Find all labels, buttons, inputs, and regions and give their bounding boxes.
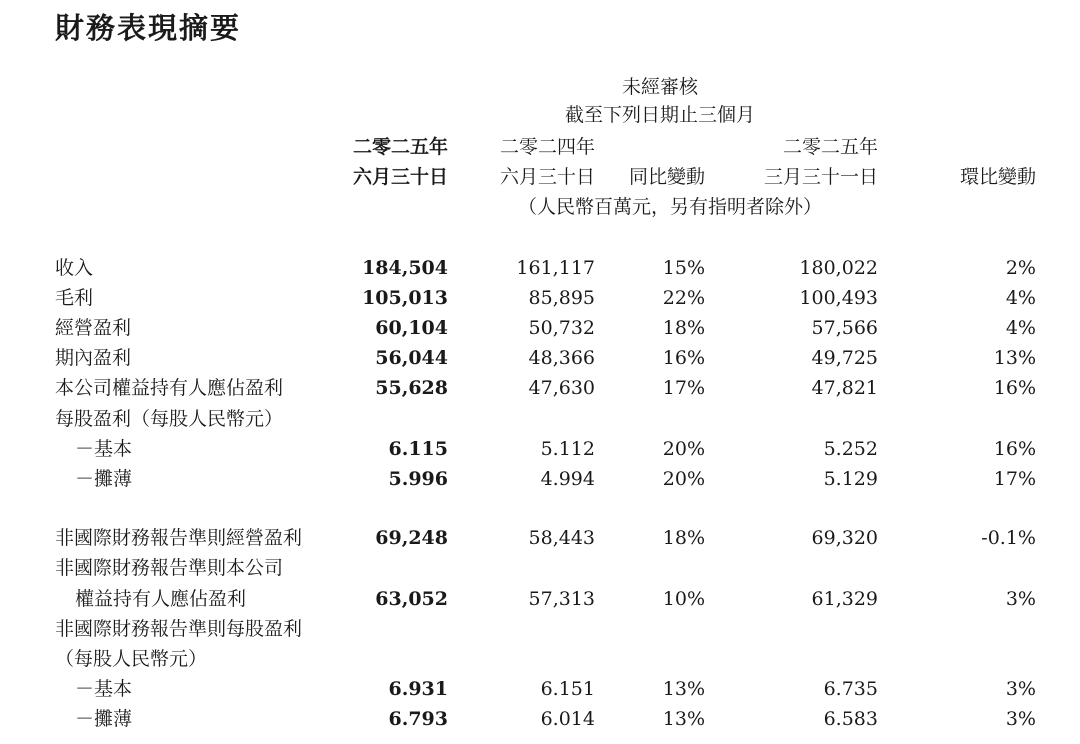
col5-header: 環比變動: [959, 166, 1036, 188]
cell-col4: 69,320: [811, 527, 878, 549]
cell-col2: 161,117: [516, 257, 595, 279]
cell-col5: 3%: [1005, 678, 1036, 700]
col1-header-line2: 六月三十日: [352, 166, 448, 188]
row-label: 非國際財務報告準則經營盈利: [55, 527, 303, 549]
unit-note: （人民幣百萬元，另有指明者除外）: [517, 196, 822, 218]
table-row: [0, 434, 1080, 464]
row-label: 本公司權益持有人應佔盈利: [55, 377, 284, 399]
cell-col1: 5.996: [388, 468, 448, 490]
cell-col3: 17%: [662, 377, 705, 399]
cell-col3: 13%: [662, 678, 705, 700]
row-label: 非國際財務報告準則每股盈利: [55, 618, 303, 640]
cell-col3: 20%: [662, 438, 705, 460]
cell-col4: 180,022: [799, 257, 878, 279]
cell-col1: 105,013: [362, 287, 448, 309]
cell-col3: 22%: [662, 287, 705, 309]
cell-col1: 63,052: [375, 588, 448, 610]
cell-col5: 4%: [1005, 317, 1036, 339]
col2-header-line2: 六月三十日: [499, 166, 595, 188]
cell-col4: 5.129: [823, 468, 878, 490]
period-label: 截至下列日期止三個月: [564, 104, 755, 126]
row-label: 權益持有人應佔盈利: [75, 588, 247, 610]
cell-col2: 50,732: [528, 317, 595, 339]
row-label: 每股盈利（每股人民幣元）: [55, 408, 284, 430]
cell-col2: 4.994: [540, 468, 595, 490]
col1-header-line1: 二零二五年: [352, 136, 448, 158]
cell-col2: 85,895: [528, 287, 595, 309]
col4-header-line2: 三月三十一日: [763, 166, 878, 188]
table-row: [0, 553, 1080, 583]
cell-col1: 56,044: [375, 347, 448, 369]
cell-col3: 15%: [662, 257, 705, 279]
cell-col4: 57,566: [811, 317, 878, 339]
row-label: －攤薄: [75, 468, 133, 490]
cell-col5: -0.1%: [981, 527, 1036, 549]
cell-col2: 47,630: [528, 377, 595, 399]
cell-col1: 6.793: [388, 708, 448, 730]
cell-col3: 20%: [662, 468, 705, 490]
table-row: [0, 523, 1080, 553]
row-label: 非國際財務報告準則本公司: [55, 557, 284, 579]
col4-header-line1: 二零二五年: [782, 136, 878, 158]
cell-col4: 6.583: [823, 708, 878, 730]
cell-col5: 16%: [993, 377, 1036, 399]
cell-col4: 47,821: [811, 377, 878, 399]
row-label: －攤薄: [75, 708, 133, 730]
cell-col4: 100,493: [799, 287, 878, 309]
cell-col1: 60,104: [375, 317, 448, 339]
cell-col2: 6.014: [540, 708, 595, 730]
cell-col4: 49,725: [811, 347, 878, 369]
cell-col2: 57,313: [528, 588, 595, 610]
cell-col1: 184,504: [362, 257, 448, 279]
cell-col2: 48,366: [528, 347, 595, 369]
table-row: [0, 674, 1080, 704]
cell-col5: 16%: [993, 438, 1036, 460]
table-row: [0, 704, 1080, 734]
cell-col1: 6.931: [388, 678, 448, 700]
cell-col1: 69,248: [375, 527, 448, 549]
cell-col5: 3%: [1005, 588, 1036, 610]
cell-col5: 3%: [1005, 708, 1036, 730]
cell-col4: 5.252: [823, 438, 878, 460]
page-title: 財務表現摘要: [55, 11, 242, 45]
cell-col5: 17%: [993, 468, 1036, 490]
unaudited-label: 未經審核: [621, 76, 698, 98]
table-row: [0, 614, 1080, 644]
table-row: [0, 253, 1080, 283]
cell-col2: 6.151: [540, 678, 595, 700]
cell-col3: 10%: [662, 588, 705, 610]
row-label: －基本: [75, 438, 133, 460]
row-label: 經營盈利: [55, 317, 132, 339]
cell-col5: 4%: [1005, 287, 1036, 309]
col3-header: 同比變動: [628, 166, 705, 188]
cell-col1: 6.115: [388, 438, 448, 460]
row-label: －基本: [75, 678, 133, 700]
table-row: [0, 313, 1080, 343]
cell-col3: 18%: [662, 527, 705, 549]
cell-col3: 13%: [662, 708, 705, 730]
col2-header-line1: 二零二四年: [499, 136, 595, 158]
table-row: [0, 404, 1080, 434]
cell-col5: 2%: [1005, 257, 1036, 279]
cell-col3: 16%: [662, 347, 705, 369]
row-label: 毛利: [55, 287, 94, 309]
table-row: [0, 584, 1080, 614]
cell-col4: 6.735: [823, 678, 878, 700]
cell-col2: 58,443: [528, 527, 595, 549]
table-row: [0, 644, 1080, 674]
cell-col3: 18%: [662, 317, 705, 339]
table-row: [0, 464, 1080, 494]
row-label: （每股人民幣元）: [55, 648, 208, 670]
cell-col5: 13%: [993, 347, 1036, 369]
cell-col2: 5.112: [540, 438, 595, 460]
table-row: [0, 283, 1080, 313]
table-row: [0, 343, 1080, 373]
row-label: 收入: [55, 257, 94, 279]
table-row: [0, 373, 1080, 403]
cell-col1: 55,628: [375, 377, 448, 399]
row-label: 期內盈利: [55, 347, 132, 369]
cell-col4: 61,329: [811, 588, 878, 610]
